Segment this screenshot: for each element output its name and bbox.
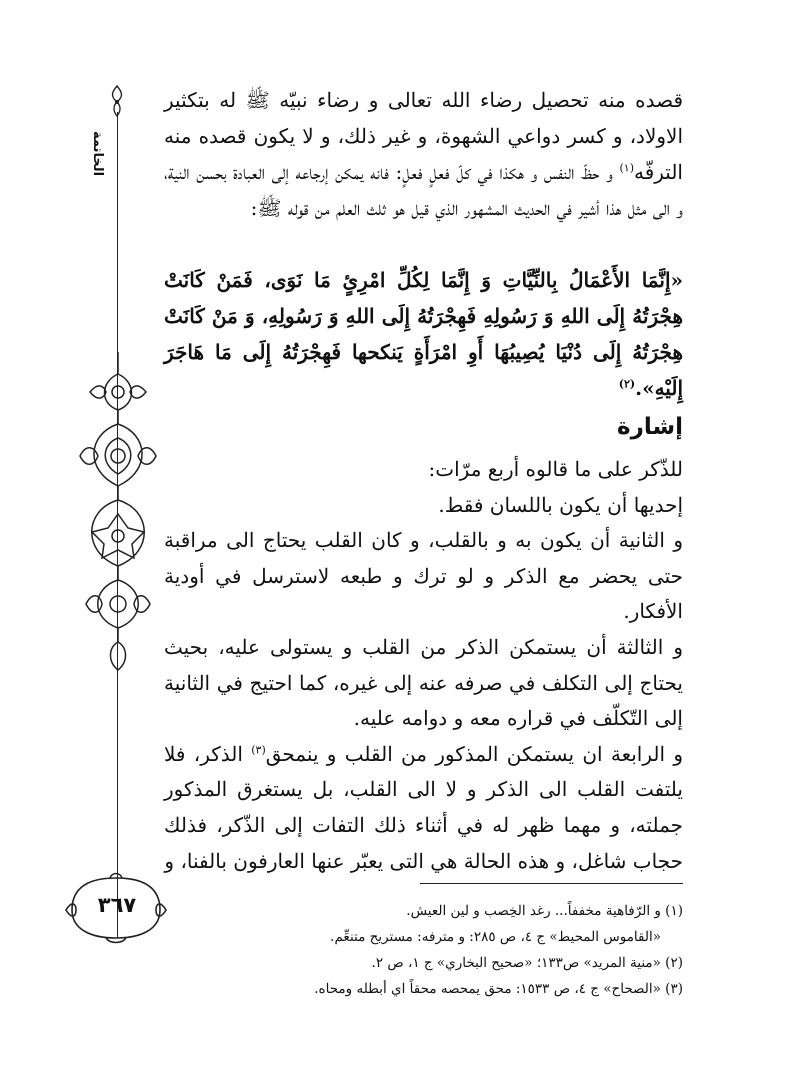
footnote-1-continued: «القاموس المحيط» ج ٤، ص ٢٨٥: و مترفه: مستريح متنعِّم. (330, 929, 661, 945)
footnote-ref-1: (١) (619, 161, 634, 175)
intro-paragraph (164, 82, 683, 226)
footnote-3: (٣) «الصحاح» ج ٤، ص ١٥٣٣: محق يمحصه محقاً اي أبطله ومحاه. (314, 981, 683, 997)
page-number: ٣٦٧ (97, 893, 137, 917)
paragraph-second: و الثانية أن يكون به و بالقلب، و كان القلب يحتاج الى مراقبة حتى يحضر مع الذكر و لو ترك و طبعه لاسترسل في أودية الأفكار. (164, 528, 683, 624)
paragraph-fourth (164, 737, 683, 879)
footnotes (230, 898, 683, 1002)
footnote-rule (420, 883, 683, 884)
footnote-ref-2: (٢) (618, 377, 636, 391)
footnote-ref-3: (٣) (251, 743, 266, 757)
footnote-2: (٢) «منية المريد» ص١٣٣؛ «صحيح البخاري» ج ١، ص ٢. (371, 955, 683, 971)
paragraph-first: إحديها أن يكون باللسان فقط. (438, 492, 683, 517)
intro-text-continued: و حظّ النفس و هكذا في كلّ فعلٍ فعلٍ: فانه يمكن إرجاعه إلى العبادة بحسن النية، و الى مثل هذا أشير في الحديث المشهور الذي قيل هو ثلث العلم من قوله ﷺ: (164, 160, 683, 220)
footnote-1: (١) و الرّفاهية مخففاً... رغد الخِصب و لين العيش. (406, 903, 683, 919)
paragraph-third: و الثالثة أن يستمكن الذكر من القلب و يستولى عليه، بحيث يحتاج إلى التكلف في صرفه عنه إلى غيره، كما احتيج في الثانية إلى التّكلّف في قراره معه و دوامه عليه. (164, 634, 683, 731)
top-ornament-icon (104, 84, 130, 118)
running-head: الخاتمة (90, 131, 105, 177)
paragraph-fourth-start: و الرابعة ان يستمكن المذكور من القلب و ينمحق (265, 741, 683, 766)
hadith-quote (164, 262, 683, 406)
paragraph-fourth-end: الذكر، فلا يلتفت القلب الى الذكر و لا الى القلب، بل يستغرق المذكور جملته، و مهما ظهر له في أثناء ذلك التفات إلى الذّكر، فذلك حجاب شاغل، و هذه الحالة هي التى يعبّر عنها العارفون بالفنا، و (164, 741, 683, 873)
hadith-text: «إِنَّمَا الأَعْمَالُ بِالنِّيَّاتِ وَ إِنَّمَا لِكُلِّ امْرِئٍ مَا نَوَى، فَمَنْ كَانَتْ هِجْرَتُهُ إِلَى اللهِ وَ رَسُولِهِ فَهِجْرَتُهُ إِلَى اللهِ وَ رَسُولِهِ، وَ مَنْ كَانَتْ هِجْرَتُهُ إِلَى دُنْيَا يُصِيبُهَا أَوِ امْرَأَةٍ يَنكحها فَهِجْرَتُهُ إِلَى مَا هَاجَرَ إِلَيْهِ». (164, 268, 683, 400)
section-title: إشارة (617, 414, 683, 440)
section-body (164, 452, 683, 879)
intro-text: قصده منه تحصيل رضاء الله تعالى و رضاء نبيّه ﷺ له بتكثير الاولاد، و كسر دواعي الشهوة، و غير ذلك، و لا يكون قصده منه الترفّه (164, 88, 683, 184)
paragraph-intro: للذّكر على ما قالوه أربع مرّات: (428, 457, 683, 481)
ornamental-chain-icon (70, 352, 166, 672)
